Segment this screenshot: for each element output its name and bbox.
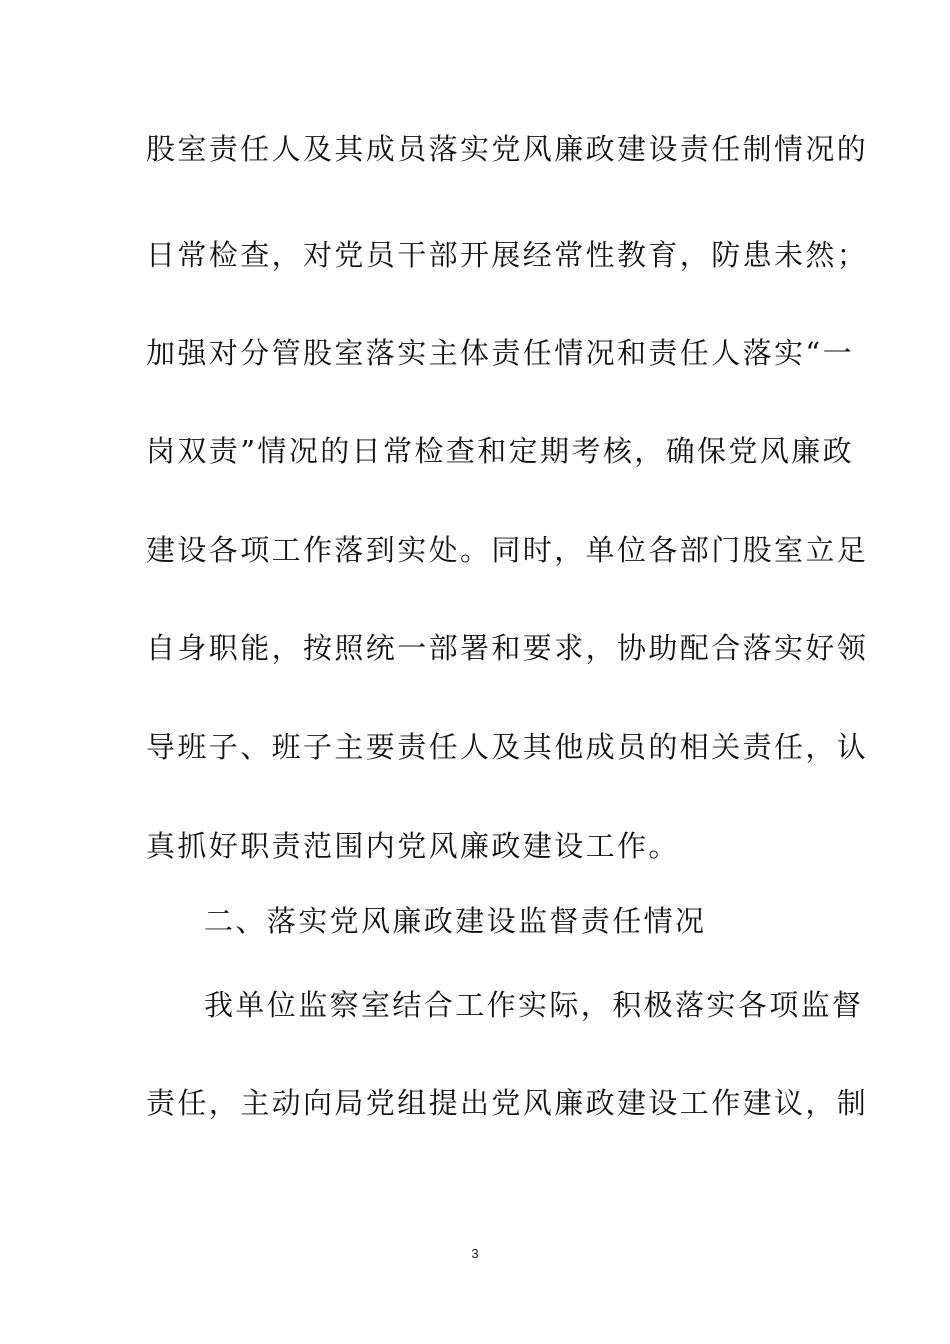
section-heading: 二、落实党风廉政建设监督责任情况 <box>204 904 707 938</box>
body-text-line: 股室责任人及其成员落实党风廉政建设责任制情况的 <box>146 132 869 166</box>
body-text-line: 岗双责”情况的日常检查和定期考核，确保党风廉政 <box>146 434 855 468</box>
body-text-line: 责任，主动向局党组提出党风廉政建设工作建议，制 <box>146 1086 869 1120</box>
body-text-line: 真抓好职责范围内党风廉政建设工作。 <box>146 829 680 863</box>
body-text-line: 建设各项工作落到实处。同时，单位各部门股室立足 <box>146 533 869 567</box>
page-number: 3 <box>471 1246 479 1261</box>
body-text-line: 日常检查，对党员干部开展经常性教育，防患未然； <box>146 238 869 272</box>
body-text-line: 导班子、班子主要责任人及其他成员的相关责任，认 <box>146 730 869 764</box>
body-text-line: 自身职能，按照统一部署和要求，协助配合落实好领 <box>146 631 869 665</box>
body-text-line: 加强对分管股室落实主体责任情况和责任人落实“一 <box>146 336 855 370</box>
body-text-line: 我单位监察室结合工作实际，积极落实各项监督 <box>204 988 864 1022</box>
